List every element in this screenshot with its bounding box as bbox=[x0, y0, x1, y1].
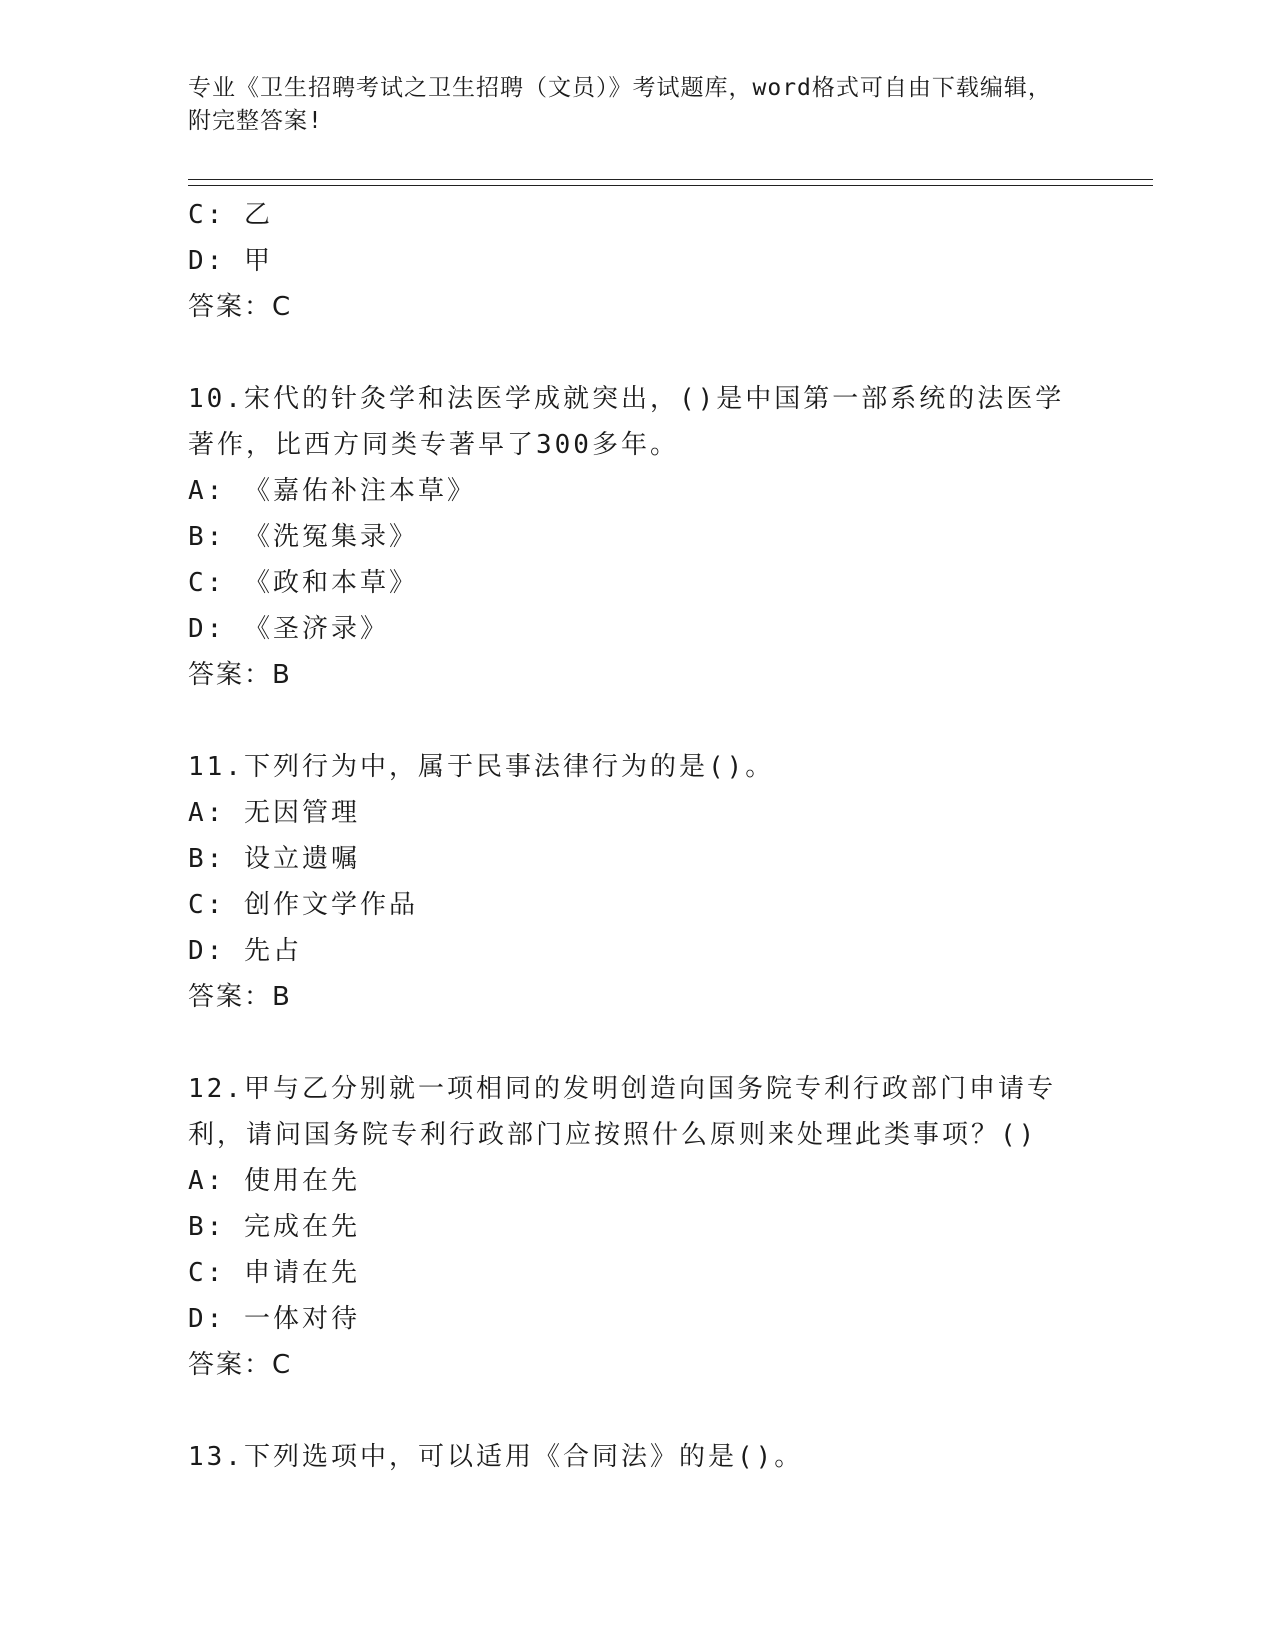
question-text: 10.宋代的针灸学和法医学成就突出，()是中国第一部系统的法医学著作，比西方同类专著早了300多年。 bbox=[188, 384, 1065, 460]
question-13 bbox=[188, 1434, 1088, 1480]
header-divider-top bbox=[188, 179, 1153, 180]
answer-line: 答案：B bbox=[188, 982, 292, 1012]
document-header: 专业《卫生招聘考试之卫生招聘（文员）》考试题库，word格式可自由下载编辑，附完整答案! bbox=[188, 75, 1052, 134]
option-b: B: 设立遗嘱 bbox=[188, 844, 360, 874]
answer-line: 答案：C bbox=[188, 1350, 293, 1380]
question-10 bbox=[188, 376, 1088, 698]
option-d: D: 一体对待 bbox=[188, 1304, 360, 1334]
question-12 bbox=[188, 1066, 1088, 1388]
option-b: B: 完成在先 bbox=[188, 1212, 360, 1242]
option-d: D: 《圣济录》 bbox=[188, 614, 389, 644]
option-c: C: 申请在先 bbox=[188, 1258, 360, 1288]
question-text: 13.下列选项中，可以适用《合同法》的是()。 bbox=[188, 1442, 804, 1472]
question-text: 12.甲与乙分别就一项相同的发明创造向国务院专利行政部门申请专利，请问国务院专利行政部门应按照什么原则来处理此类事项？() bbox=[188, 1074, 1056, 1150]
answer-line: 答案：B bbox=[188, 660, 292, 690]
question-text: 11.下列行为中，属于民事法律行为的是()。 bbox=[188, 752, 775, 782]
option-d: D: 甲 bbox=[188, 246, 273, 276]
option-c: C: 创作文学作品 bbox=[188, 890, 418, 920]
option-a: A: 无因管理 bbox=[188, 798, 360, 828]
option-c: C: 乙 bbox=[188, 200, 273, 230]
header-divider-bottom bbox=[188, 185, 1153, 186]
question-11 bbox=[188, 744, 1088, 1020]
option-b: B: 《洗冤集录》 bbox=[188, 522, 418, 552]
answer-line: 答案：C bbox=[188, 292, 293, 322]
partial-question bbox=[188, 192, 1088, 330]
option-a: A: 使用在先 bbox=[188, 1166, 360, 1196]
option-d: D: 先占 bbox=[188, 936, 302, 966]
option-a: A: 《嘉佑补注本草》 bbox=[188, 476, 476, 506]
question-list bbox=[188, 192, 1088, 1480]
option-c: C: 《政和本草》 bbox=[188, 568, 418, 598]
